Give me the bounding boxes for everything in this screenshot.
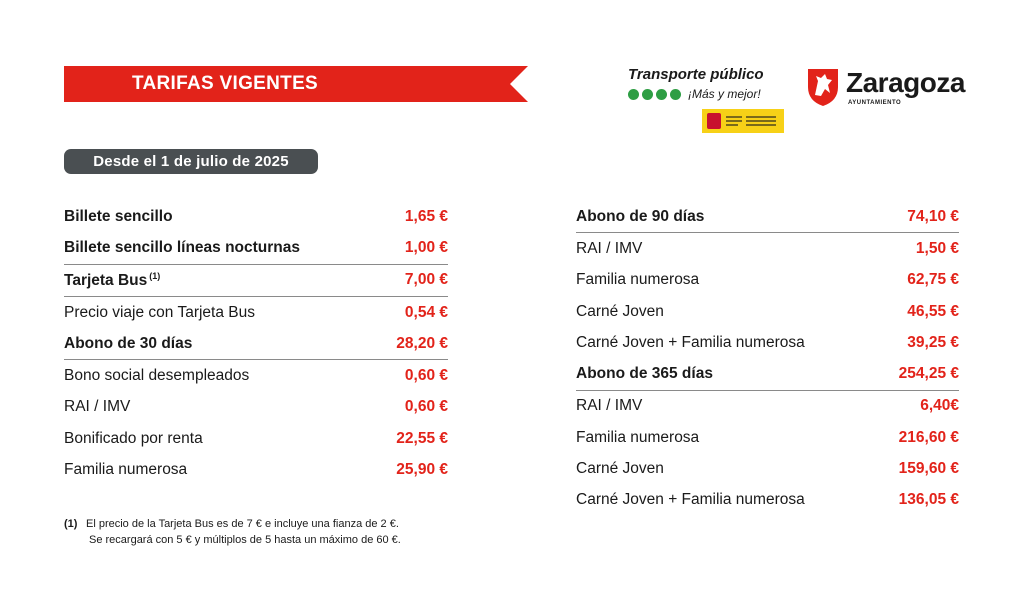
fare-price: 28,20 € — [396, 334, 448, 352]
fare-price: 216,60 € — [898, 428, 959, 446]
fare-label: Carné Joven — [576, 460, 664, 478]
fare-label: Bonificado por renta — [64, 429, 203, 447]
fare-row — [576, 391, 959, 422]
fare-price: 39,25 € — [907, 333, 959, 351]
fare-row — [64, 297, 448, 328]
transport-logo-title: Transporte público — [628, 66, 764, 83]
page-title: TARIFAS VIGENTES — [132, 73, 319, 94]
fare-label: Billete sencillo líneas nocturnas — [64, 238, 301, 256]
fare-row — [64, 392, 448, 423]
fare-row — [576, 422, 959, 453]
fare-label: Carné Joven — [576, 302, 664, 320]
fare-label: RAI / IMV — [576, 397, 643, 415]
fare-price: 6,40€ — [920, 397, 959, 415]
fare-row — [576, 265, 959, 296]
bus-icon — [628, 89, 639, 100]
fare-row — [64, 232, 448, 264]
transport-logo — [628, 66, 788, 101]
fare-label: Billete sencillo — [64, 207, 173, 225]
zaragoza-logo-name: Zaragoza — [846, 67, 965, 98]
fare-label: Abono de 30 días — [64, 334, 193, 352]
fare-price: 159,60 € — [898, 460, 959, 478]
fare-label: Tarjeta Bus $^{(1)}$ — [64, 270, 161, 289]
fare-row — [576, 233, 959, 264]
government-logo — [702, 109, 784, 133]
fare-price: 136,05 € — [898, 491, 959, 509]
fare-row — [64, 423, 448, 454]
zaragoza-logo — [806, 67, 966, 111]
fare-price: 62,75 € — [907, 271, 959, 289]
fare-row — [576, 453, 959, 484]
fare-price: 1,00 € — [404, 238, 448, 256]
fare-row — [576, 327, 959, 358]
fare-price: 0,60 € — [404, 398, 448, 416]
fare-label: Precio viaje con Tarjeta Bus — [64, 303, 255, 321]
fare-row — [576, 485, 959, 516]
footnote — [64, 516, 401, 548]
fare-label: RAI / IMV — [576, 239, 643, 257]
zaragoza-logo-sub: AYUNTAMIENTO — [848, 100, 902, 106]
fare-label: Abono de 365 días — [576, 365, 713, 383]
fare-price: 254,25 € — [898, 365, 959, 383]
fare-price: 1,50 € — [915, 239, 959, 257]
fare-label: Abono de 90 días — [576, 207, 705, 225]
fare-label: Familia numerosa — [64, 461, 188, 479]
fare-label: RAI / IMV — [64, 398, 131, 416]
fare-row — [64, 360, 448, 391]
fare-row — [576, 358, 959, 390]
fare-price: 74,10 € — [907, 207, 959, 225]
fare-price: 46,55 € — [907, 302, 959, 320]
fare-row — [64, 201, 448, 232]
fare-price: 0,60 € — [404, 367, 448, 385]
coat-of-arms-icon — [707, 113, 721, 129]
fares-right-column — [576, 201, 959, 516]
fare-price: 7,00 € — [404, 271, 448, 289]
fare-price: 25,90 € — [396, 461, 448, 479]
fare-row — [64, 265, 448, 297]
tram-icon — [670, 89, 681, 100]
transport-slogan: ¡Más y mejor! — [688, 87, 761, 101]
fare-row — [64, 328, 448, 360]
fare-label: Carné Joven + Familia numerosa — [576, 491, 805, 509]
fare-price: 22,55 € — [396, 429, 448, 447]
footnote-mark: (1) — [64, 518, 78, 530]
fare-label: Familia numerosa — [576, 271, 700, 289]
footnote-line-1: (1) El precio de la Tarjeta Bus es de 7 € e incluye una fianza de 2 €. — [64, 518, 399, 530]
transport-icons — [628, 87, 788, 101]
effective-date-badge: Desde el 1 de julio de 2025 — [64, 149, 318, 174]
fare-label: Familia numerosa — [576, 428, 700, 446]
lion-shield-icon — [806, 67, 840, 107]
fare-label: Bono social desempleados — [64, 367, 250, 385]
fare-price: 0,54 € — [404, 303, 448, 321]
fares-left-column — [64, 201, 448, 486]
footnote-ref: (1) — [149, 270, 161, 281]
fare-row — [64, 454, 448, 485]
bike-icon — [642, 89, 653, 100]
fare-price: 1,65 € — [404, 207, 448, 225]
footnote-line-2: Se recargará con 5 € y múltiplos de 5 hasta un máximo de 60 €. — [89, 534, 401, 546]
title-banner — [64, 66, 528, 102]
fare-label: Carné Joven + Familia numerosa — [576, 333, 805, 351]
fare-row — [576, 296, 959, 327]
walk-icon — [656, 89, 667, 100]
fare-row — [576, 201, 959, 233]
